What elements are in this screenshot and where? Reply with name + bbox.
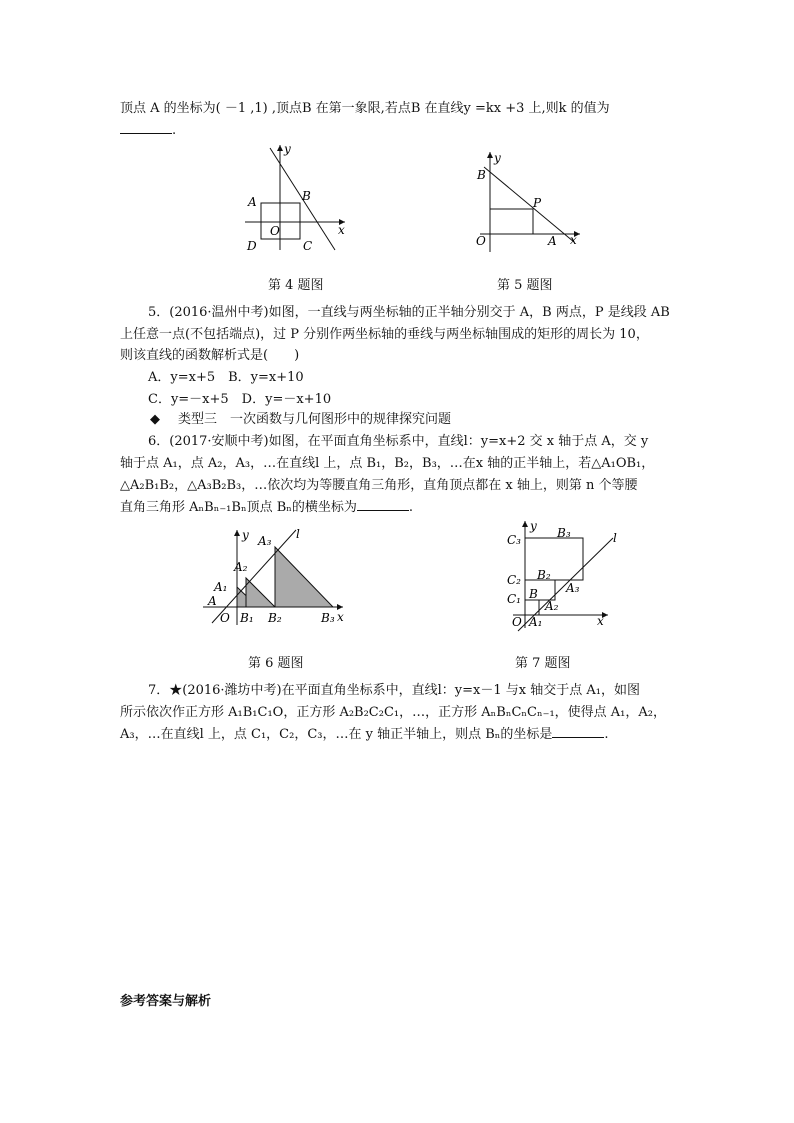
fig7-square-3 (525, 538, 583, 580)
fig6-label-B2: B₂ (268, 611, 282, 625)
fig4-label-A: A (248, 195, 257, 209)
q5-line-1: 5．(2016·温州中考)如图，一直线与两坐标轴的正半轴分别交于 A，B 两点，P 是线段 AB (148, 305, 670, 320)
intro-period: . (172, 123, 177, 138)
answer-blank-7[interactable] (552, 725, 604, 738)
q5-line-3: 则该直线的函数解析式是( ) (120, 348, 300, 363)
fig5-line (484, 167, 574, 242)
fig7-label-B1: B (529, 587, 538, 601)
fig6-label-x: x (337, 610, 344, 624)
q6-line-3: △A₂B₁B₂，△A₃B₂B₃，…依次均为等腰直角三角形，直角顶点都在 x 轴上，则第 n 个等腰 (120, 478, 638, 493)
fig6-label-A: A (208, 594, 217, 608)
q7-line-1: 7．★(2016·潍坊中考)在平面直角坐标系中，直线l：y=x－1 与x 轴交于点 A₁，如图 (148, 683, 640, 698)
fig7-label-C3: C₃ (507, 533, 521, 547)
fig7-caption: 第 7 题图 (515, 656, 571, 671)
q5-options-cd[interactable]: C．y=－x+5 D．y=－x+10 (148, 392, 332, 407)
fig6-triangle-2 (246, 578, 275, 607)
fig7-label-A3: A₃ (566, 581, 580, 595)
fig6-label-A3: A₃ (258, 534, 272, 548)
q5-options-ab[interactable]: A．y=x+5 B．y=x+10 (148, 370, 304, 385)
answer-blank-4[interactable] (120, 121, 172, 134)
type3-heading (150, 410, 451, 430)
q7-line-2: 所示依次作正方形 A₁B₁C₁O，正方形 A₂B₂C₂C₁，…，正方形 AₙBₙCₙCₙ₋₁，使得点 A₁，A₂， (120, 705, 666, 720)
q6-line-4-text: 直角三角形 AₙBₙ₋₁Bₙ顶点 Bₙ的横坐标为 (120, 500, 357, 515)
fig6-caption: 第 6 题图 (248, 656, 304, 671)
intro-line-2 (120, 121, 176, 141)
q7-line-3-text: A₃，…在直线l 上，点 C₁，C₂，C₃，…在 y 轴正半轴上，则点 Bₙ的坐标是 (120, 727, 553, 742)
fig7-label-B2: B₂ (537, 568, 551, 582)
figure-7 (505, 518, 630, 633)
q6-line-1: 6．(2017·安顺中考)如图，在平面直角坐标系中，直线l：y=x+2 交 x 轴于点 A，交 y (148, 434, 649, 449)
figure-4 (240, 140, 360, 255)
fig7-label-O: O (512, 615, 522, 629)
fig5-label-x: x (570, 233, 577, 247)
fig4-caption: 第 4 题图 (268, 278, 324, 293)
fig7-label-C1: C₁ (507, 592, 521, 606)
fig4-y-arrow (277, 145, 283, 151)
fig6-label-O: O (220, 611, 230, 625)
q6-line-4 (120, 498, 413, 518)
intro-line-1: 顶点 A 的坐标为( －1 ,1) ,顶点B 在第一象限,若点B 在直线y =kx +3 上,则k 的值为 (120, 101, 610, 116)
fig5-label-B: B (477, 168, 486, 182)
fig7-label-y: y (530, 519, 537, 533)
fig6-label-l: l (296, 527, 300, 541)
fig7-label-x: x (597, 614, 604, 628)
fig7-label-A2: A₂ (545, 599, 559, 613)
fig6-label-A1: A₁ (214, 580, 228, 594)
fig4-label-O: O (270, 224, 280, 238)
fig4-label-y: y (284, 142, 291, 156)
fig6-label-B1: B₁ (240, 611, 254, 625)
fig5-y-arrow (487, 152, 493, 158)
fig6-y-arrow (234, 530, 240, 536)
answer-blank-6[interactable] (357, 498, 409, 511)
fig4-label-x: x (338, 223, 345, 237)
fig6-label-A2: A₂ (234, 560, 248, 574)
q6-period: . (408, 500, 414, 515)
fig7-label-A1: A₁ (529, 615, 543, 629)
q5-line-2: 上任意一点(不包括端点)，过 P 分别作两坐标轴的垂线与两坐标轴围成的矩形的周长为 10， (120, 327, 649, 342)
fig4-label-B: B (302, 189, 311, 203)
q7-period: . (604, 727, 609, 742)
fig7-y-arrow (522, 521, 528, 527)
fig4-label-D: D (247, 239, 257, 253)
fig5-rectangle (490, 209, 533, 234)
figure-5 (470, 147, 590, 257)
fig5-label-P: P (533, 196, 542, 210)
fig5-caption: 第 5 题图 (497, 278, 553, 293)
fig5-label-O: O (476, 234, 486, 248)
q6-line-2: 轴于点 A₁，点 A₂，A₃，…在直线l 上，点 B₁，B₂，B₃，…在x 轴的正半轴上，若△A₁OB₁， (120, 456, 655, 471)
fig7-label-C2: C₂ (507, 573, 521, 587)
answers-heading: 参考答案与解析 (120, 994, 212, 1009)
figure-6 (198, 525, 348, 630)
fig4-label-C: C (303, 239, 313, 253)
fig6-triangle-3 (275, 547, 333, 607)
bullet-icon: ◆ (150, 412, 160, 427)
fig5-label-A: A (548, 234, 557, 248)
fig6-label-y: y (242, 528, 249, 542)
fig5-label-y: y (494, 151, 501, 165)
fig7-label-B3: B₃ (557, 526, 571, 540)
fig6-label-B3: B₃ (321, 611, 335, 625)
q7-line-3 (120, 725, 609, 745)
fig7-label-l: l (613, 531, 617, 545)
type3-text: 类型三 一次函数与几何图形中的规律探究问题 (178, 412, 452, 427)
